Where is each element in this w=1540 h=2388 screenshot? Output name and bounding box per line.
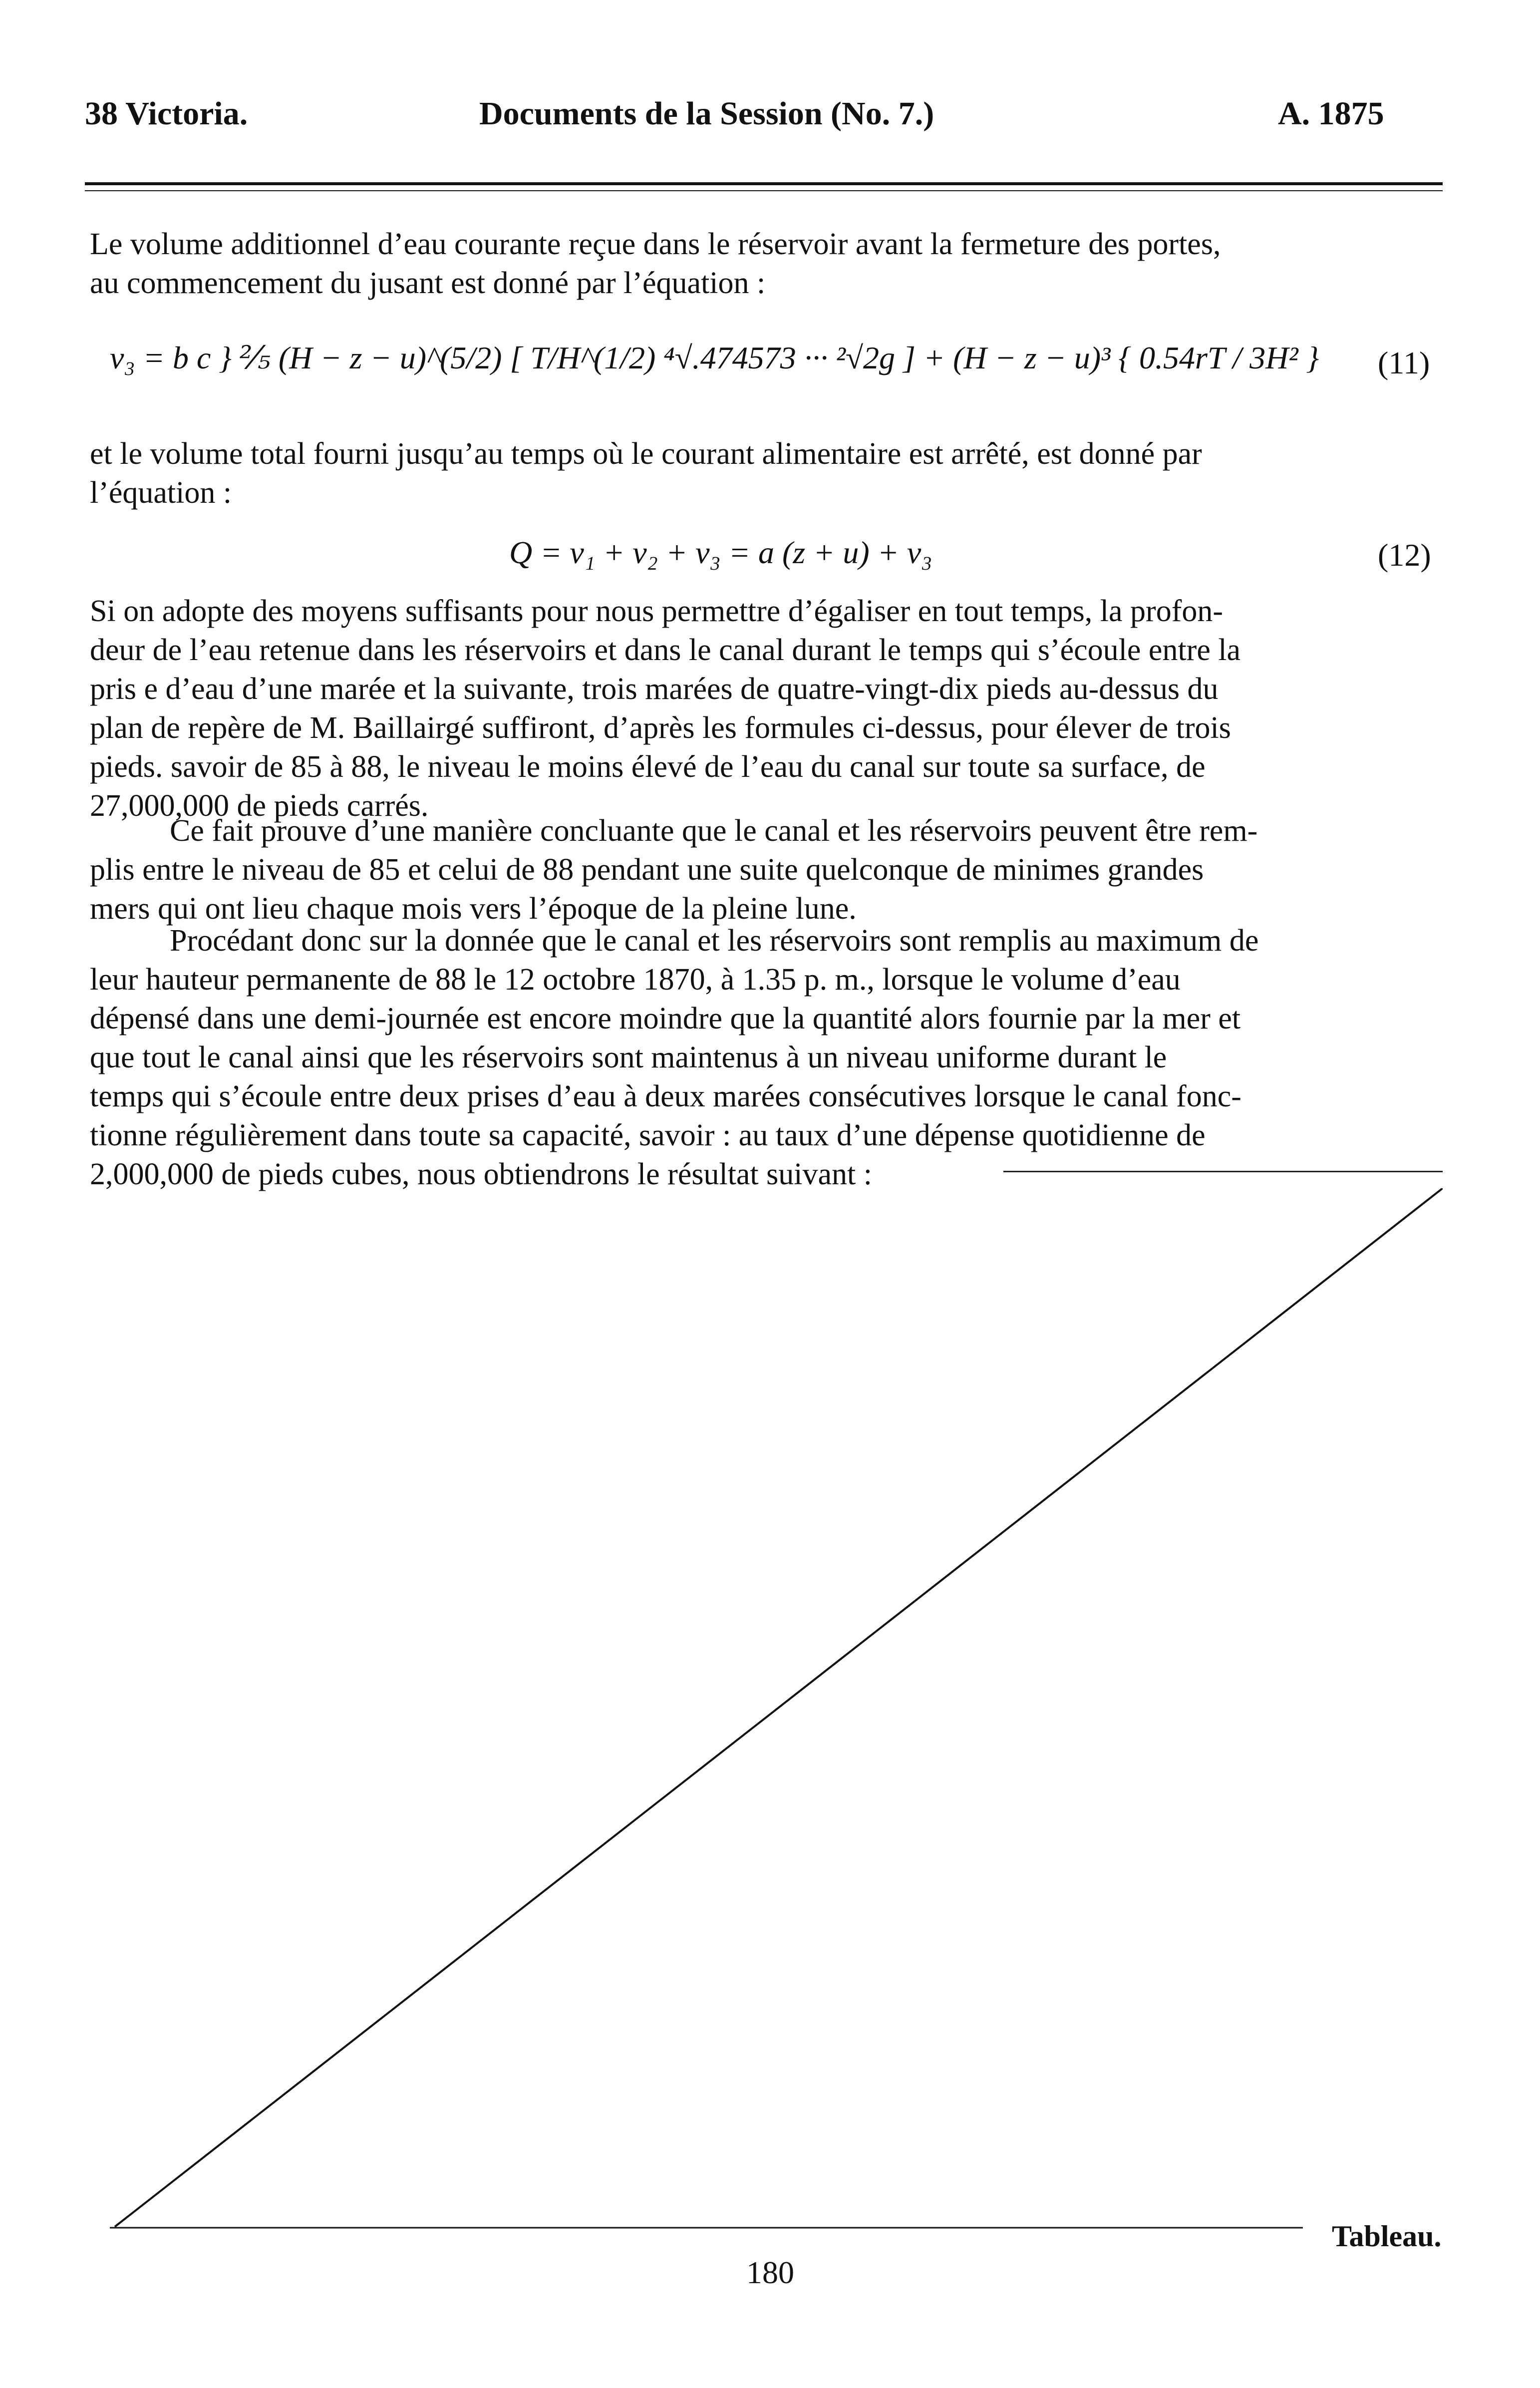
text-line: tionne régulièrement dans toute sa capacité, savoir : au taux d’une dépense quotidienne de (90, 1118, 1206, 1152)
paragraph-total-volume (90, 434, 1443, 512)
text-line: leur hauteur permanente de 88 le 12 octobre 1870, à 1.35 p. m., lorsque le volume d’eau (90, 963, 1181, 997)
text-line: Si on adopte des moyens suffisants pour nous permettre d’égaliser en tout temps, la profon- (90, 594, 1223, 628)
text-line: l’équation : (90, 476, 232, 510)
paragraph-volume-additional (90, 225, 1443, 303)
text-line: au commencement du jusant est donné par l’équation : (90, 266, 766, 300)
equation-number-11: (11) (1378, 345, 1430, 380)
text-line: plis entre le niveau de 85 et celui de 88 pendant une suite quelconque de minimes grandes (90, 853, 1204, 887)
catchword: Tableau. (1332, 2220, 1442, 2253)
page-number: 180 (746, 2255, 794, 2290)
text-line: Procédant donc sur la donnée que le canal et les réservoirs sont remplis au maximum de (170, 924, 1259, 958)
paragraph-conclusive-fact (90, 811, 1443, 928)
running-header-title: Documents de la Session (No. 7.) (479, 95, 934, 132)
equation-11: v₃ = b c } ⅖ (H − z − u)^(5/2) [ T/H^(1/2) ⁴√.474573 ··· ²√2g ] + (H − z − u)³ { 0.54rT / 3H² } (110, 340, 1319, 375)
cancelled-blank-table (85, 1188, 1443, 2262)
equation-12: Q = v₁ + v₂ + v₃ = a (z + u) + v₃ (509, 535, 932, 570)
header-rule (85, 182, 1443, 185)
text-line: mers qui ont lieu chaque mois vers l’époque de la pleine lune. (90, 892, 857, 926)
text-line: pris e d’eau d’une marée et la suivante, trois marées de quatre-vingt-dix pieds au-dessus du (90, 672, 1219, 706)
text-line: temps qui s’écoule entre deux prises d’eau à deux marées consécutives lorsque le canal fonc- (90, 1079, 1241, 1113)
text-line: Le volume additionnel d’eau courante reçue dans le réservoir avant la fermeture des portes, (90, 227, 1221, 261)
running-header-right: A. 1875 (1278, 95, 1384, 132)
text-line: 2,000,000 de pieds cubes, nous obtiendrons le résultat suivant : (90, 1157, 872, 1191)
text-line: que tout le canal ainsi que les réservoirs sont maintenus à un niveau uniforme durant le (90, 1040, 1167, 1074)
fill-rule (1003, 1171, 1443, 1172)
text-line: 27,000,000 de pieds carrés. (90, 789, 429, 823)
cancellation-diagonal-line (115, 1188, 1443, 2227)
text-line: et le volume total fourni jusqu’au temps où le courant alimentaire est arrêté, est donné par (90, 437, 1202, 471)
paragraph-equalize-depth (90, 592, 1443, 825)
running-header-left: 38 Victoria. (85, 95, 248, 132)
text-line: Ce fait prouve d’une manière concluante que le canal et les réservoirs peuvent être rem- (170, 814, 1258, 848)
header-rule-thin (85, 190, 1443, 191)
text-line: dépensé dans une demi-journée est encore moindre que la quantité alors fournie par la mer et (90, 1002, 1241, 1035)
paragraph-proceeding (90, 921, 1443, 1194)
text-line: deur de l’eau retenue dans les réservoirs et dans le canal durant le temps qui s’écoule entre la (90, 633, 1241, 667)
equation-number-12: (12) (1378, 537, 1431, 573)
text-line: plan de repère de M. Baillairgé suffiront, d’après les formules ci-dessus, pour élever de trois (90, 711, 1231, 745)
text-line: pieds. savoir de 85 à 88, le niveau le moins élevé de l’eau du canal sur toute sa surface, de (90, 750, 1206, 784)
